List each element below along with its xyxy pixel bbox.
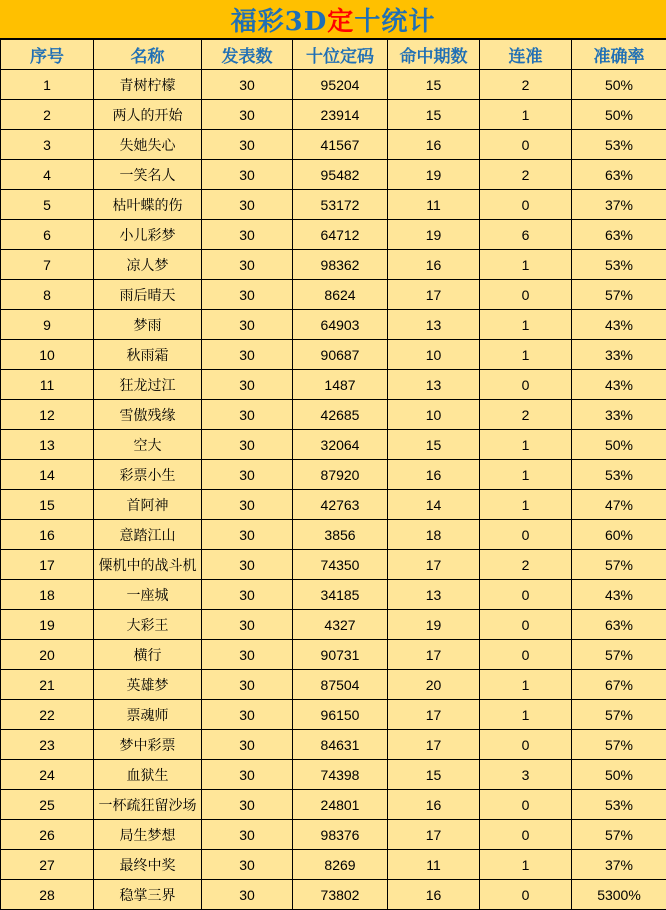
- cell-streak: 0: [480, 130, 572, 160]
- cell-streak: 1: [480, 670, 572, 700]
- cell-tens-code: 53172: [293, 190, 388, 220]
- cell-accuracy: 37%: [572, 850, 666, 880]
- table-row: [1, 190, 666, 220]
- cell-post-count: 30: [202, 100, 293, 130]
- cell-tens-code: 90731: [293, 640, 388, 670]
- cell-tens-code: 8624: [293, 280, 388, 310]
- cell-post-count: 30: [202, 430, 293, 460]
- title-text-lottery: 福彩3D: [231, 1, 328, 38]
- cell-accuracy: 50%: [572, 760, 666, 790]
- cell-tens-code: 4327: [293, 610, 388, 640]
- cell-name: 一笑名人: [94, 160, 202, 190]
- cell-streak: 1: [480, 460, 572, 490]
- cell-hit-count: 10: [388, 400, 480, 430]
- cell-hit-count: 11: [388, 190, 480, 220]
- cell-streak: 0: [480, 190, 572, 220]
- cell-index: 25: [1, 790, 94, 820]
- cell-post-count: 30: [202, 850, 293, 880]
- cell-streak: 0: [480, 280, 572, 310]
- cell-accuracy: 57%: [572, 820, 666, 850]
- cell-index: 8: [1, 280, 94, 310]
- cell-hit-count: 16: [388, 880, 480, 910]
- table-row: [1, 310, 666, 340]
- cell-name: 空大: [94, 430, 202, 460]
- cell-accuracy: 57%: [572, 730, 666, 760]
- cell-hit-count: 17: [388, 820, 480, 850]
- cell-name: 横行: [94, 640, 202, 670]
- cell-name: 凉人梦: [94, 250, 202, 280]
- cell-name: 意踏江山: [94, 520, 202, 550]
- cell-accuracy: 43%: [572, 370, 666, 400]
- cell-post-count: 30: [202, 340, 293, 370]
- cell-accuracy: 50%: [572, 70, 666, 100]
- cell-accuracy: 53%: [572, 130, 666, 160]
- cell-post-count: 30: [202, 130, 293, 160]
- cell-tens-code: 24801: [293, 790, 388, 820]
- table-row: [1, 400, 666, 430]
- cell-tens-code: 73802: [293, 880, 388, 910]
- cell-hit-count: 13: [388, 370, 480, 400]
- cell-name: 英雄梦: [94, 670, 202, 700]
- cell-index: 23: [1, 730, 94, 760]
- cell-index: 26: [1, 820, 94, 850]
- cell-tens-code: 95482: [293, 160, 388, 190]
- cell-post-count: 30: [202, 190, 293, 220]
- cell-streak: 2: [480, 70, 572, 100]
- cell-streak: 6: [480, 220, 572, 250]
- cell-post-count: 30: [202, 70, 293, 100]
- cell-index: 2: [1, 100, 94, 130]
- table-row: [1, 430, 666, 460]
- cell-hit-count: 17: [388, 640, 480, 670]
- cell-post-count: 30: [202, 640, 293, 670]
- cell-post-count: 30: [202, 160, 293, 190]
- cell-index: 1: [1, 70, 94, 100]
- table-body: [1, 70, 666, 910]
- table-row: [1, 730, 666, 760]
- cell-index: 14: [1, 460, 94, 490]
- cell-post-count: 30: [202, 460, 293, 490]
- cell-index: 4: [1, 160, 94, 190]
- cell-tens-code: 74398: [293, 760, 388, 790]
- cell-accuracy: 50%: [572, 430, 666, 460]
- table-row: [1, 610, 666, 640]
- cell-index: 12: [1, 400, 94, 430]
- cell-name: 血狱生: [94, 760, 202, 790]
- cell-post-count: 30: [202, 790, 293, 820]
- cell-name: 梦中彩票: [94, 730, 202, 760]
- header-hit-count: 命中期数: [388, 40, 480, 70]
- cell-tens-code: 90687: [293, 340, 388, 370]
- cell-accuracy: 43%: [572, 310, 666, 340]
- cell-streak: 2: [480, 160, 572, 190]
- cell-tens-code: 96150: [293, 700, 388, 730]
- cell-streak: 2: [480, 400, 572, 430]
- cell-index: 3: [1, 130, 94, 160]
- table-row: [1, 490, 666, 520]
- cell-post-count: 30: [202, 520, 293, 550]
- cell-index: 13: [1, 430, 94, 460]
- cell-index: 16: [1, 520, 94, 550]
- cell-index: 21: [1, 670, 94, 700]
- cell-post-count: 30: [202, 730, 293, 760]
- cell-hit-count: 16: [388, 460, 480, 490]
- table-row: [1, 520, 666, 550]
- cell-accuracy: 57%: [572, 700, 666, 730]
- cell-name: 稳掌三界: [94, 880, 202, 910]
- cell-streak: 0: [480, 640, 572, 670]
- cell-streak: 1: [480, 310, 572, 340]
- cell-accuracy: 67%: [572, 670, 666, 700]
- table-row: [1, 700, 666, 730]
- cell-name: 失她失心: [94, 130, 202, 160]
- cell-post-count: 30: [202, 250, 293, 280]
- cell-index: 6: [1, 220, 94, 250]
- cell-accuracy: 57%: [572, 640, 666, 670]
- cell-name: 青树柠檬: [94, 70, 202, 100]
- table-row: [1, 850, 666, 880]
- cell-hit-count: 17: [388, 550, 480, 580]
- cell-hit-count: 16: [388, 130, 480, 160]
- cell-streak: 1: [480, 490, 572, 520]
- cell-name: 秋雨霜: [94, 340, 202, 370]
- cell-index: 5: [1, 190, 94, 220]
- cell-hit-count: 19: [388, 160, 480, 190]
- cell-streak: 0: [480, 370, 572, 400]
- cell-hit-count: 13: [388, 310, 480, 340]
- cell-post-count: 30: [202, 880, 293, 910]
- cell-accuracy: 63%: [572, 610, 666, 640]
- table-row: [1, 460, 666, 490]
- cell-hit-count: 19: [388, 220, 480, 250]
- table-row: [1, 130, 666, 160]
- cell-tens-code: 23914: [293, 100, 388, 130]
- cell-name: 傈机中的战斗机: [94, 550, 202, 580]
- cell-index: 10: [1, 340, 94, 370]
- cell-hit-count: 14: [388, 490, 480, 520]
- table-row: [1, 790, 666, 820]
- title-text-fix: 定: [327, 1, 354, 38]
- cell-post-count: 30: [202, 280, 293, 310]
- cell-post-count: 30: [202, 400, 293, 430]
- cell-name: 局生梦想: [94, 820, 202, 850]
- cell-tens-code: 98376: [293, 820, 388, 850]
- cell-name: 雨后晴天: [94, 280, 202, 310]
- header-streak: 连准: [480, 40, 572, 70]
- table-row: [1, 370, 666, 400]
- cell-name: 票魂师: [94, 700, 202, 730]
- cell-streak: 0: [480, 880, 572, 910]
- table-row: [1, 160, 666, 190]
- cell-post-count: 30: [202, 370, 293, 400]
- cell-hit-count: 15: [388, 100, 480, 130]
- cell-post-count: 30: [202, 670, 293, 700]
- cell-hit-count: 19: [388, 610, 480, 640]
- table-row: [1, 70, 666, 100]
- cell-accuracy: 47%: [572, 490, 666, 520]
- cell-tens-code: 95204: [293, 70, 388, 100]
- cell-hit-count: 16: [388, 250, 480, 280]
- cell-index: 22: [1, 700, 94, 730]
- cell-streak: 0: [480, 580, 572, 610]
- cell-hit-count: 17: [388, 730, 480, 760]
- cell-streak: 1: [480, 100, 572, 130]
- cell-accuracy: 60%: [572, 520, 666, 550]
- stats-table: [0, 39, 666, 910]
- cell-name: 大彩王: [94, 610, 202, 640]
- cell-tens-code: 34185: [293, 580, 388, 610]
- cell-index: 20: [1, 640, 94, 670]
- table-row: [1, 220, 666, 250]
- cell-streak: 1: [480, 340, 572, 370]
- cell-post-count: 30: [202, 610, 293, 640]
- cell-hit-count: 11: [388, 850, 480, 880]
- header-post-count: 发表数: [202, 40, 293, 70]
- cell-index: 27: [1, 850, 94, 880]
- cell-tens-code: 74350: [293, 550, 388, 580]
- cell-hit-count: 10: [388, 340, 480, 370]
- table-row: [1, 670, 666, 700]
- cell-post-count: 30: [202, 490, 293, 520]
- table-row: [1, 760, 666, 790]
- table-row: [1, 580, 666, 610]
- cell-accuracy: 37%: [572, 190, 666, 220]
- header-tens-code: 十位定码: [293, 40, 388, 70]
- cell-tens-code: 32064: [293, 430, 388, 460]
- cell-hit-count: 18: [388, 520, 480, 550]
- cell-hit-count: 15: [388, 760, 480, 790]
- cell-name: 两人的开始: [94, 100, 202, 130]
- cell-hit-count: 13: [388, 580, 480, 610]
- cell-index: 18: [1, 580, 94, 610]
- cell-accuracy: 57%: [572, 280, 666, 310]
- cell-accuracy: 57%: [572, 550, 666, 580]
- cell-streak: 0: [480, 790, 572, 820]
- cell-index: 15: [1, 490, 94, 520]
- cell-tens-code: 64903: [293, 310, 388, 340]
- cell-hit-count: 20: [388, 670, 480, 700]
- cell-index: 28: [1, 880, 94, 910]
- cell-index: 9: [1, 310, 94, 340]
- table-row: [1, 340, 666, 370]
- cell-index: 24: [1, 760, 94, 790]
- title-text-tens-stats: 十统计: [354, 1, 435, 38]
- header-accuracy: 准确率: [572, 40, 666, 70]
- cell-accuracy: 33%: [572, 400, 666, 430]
- cell-accuracy: 53%: [572, 790, 666, 820]
- cell-post-count: 30: [202, 700, 293, 730]
- cell-streak: 1: [480, 250, 572, 280]
- cell-streak: 2: [480, 550, 572, 580]
- cell-accuracy: 50%: [572, 100, 666, 130]
- cell-tens-code: 64712: [293, 220, 388, 250]
- table-header-row: [1, 40, 666, 70]
- table-row: [1, 280, 666, 310]
- cell-index: 7: [1, 250, 94, 280]
- table-row: [1, 880, 666, 910]
- cell-tens-code: 87504: [293, 670, 388, 700]
- cell-name: 小儿彩梦: [94, 220, 202, 250]
- cell-post-count: 30: [202, 550, 293, 580]
- cell-streak: 0: [480, 520, 572, 550]
- header-index: 序号: [1, 40, 94, 70]
- cell-hit-count: 17: [388, 700, 480, 730]
- cell-accuracy: 63%: [572, 160, 666, 190]
- cell-tens-code: 42685: [293, 400, 388, 430]
- cell-accuracy: 63%: [572, 220, 666, 250]
- cell-name: 一杯疏狂留沙场: [94, 790, 202, 820]
- cell-streak: 0: [480, 610, 572, 640]
- cell-name: 狂龙过江: [94, 370, 202, 400]
- cell-tens-code: 3856: [293, 520, 388, 550]
- cell-tens-code: 84631: [293, 730, 388, 760]
- table-row: [1, 640, 666, 670]
- cell-tens-code: 8269: [293, 850, 388, 880]
- cell-name: 首阿神: [94, 490, 202, 520]
- cell-accuracy: 43%: [572, 580, 666, 610]
- cell-tens-code: 98362: [293, 250, 388, 280]
- cell-post-count: 30: [202, 580, 293, 610]
- cell-post-count: 30: [202, 220, 293, 250]
- cell-index: 17: [1, 550, 94, 580]
- cell-streak: 1: [480, 700, 572, 730]
- cell-index: 19: [1, 610, 94, 640]
- cell-name: 彩票小生: [94, 460, 202, 490]
- cell-tens-code: 41567: [293, 130, 388, 160]
- cell-streak: 1: [480, 850, 572, 880]
- cell-tens-code: 42763: [293, 490, 388, 520]
- cell-post-count: 30: [202, 760, 293, 790]
- cell-hit-count: 15: [388, 430, 480, 460]
- cell-post-count: 30: [202, 310, 293, 340]
- table-row: [1, 250, 666, 280]
- cell-name: 最终中奖: [94, 850, 202, 880]
- cell-tens-code: 87920: [293, 460, 388, 490]
- table-row: [1, 100, 666, 130]
- cell-streak: 0: [480, 820, 572, 850]
- cell-accuracy: 5300%: [572, 880, 666, 910]
- cell-name: 雪傲残缘: [94, 400, 202, 430]
- cell-streak: 3: [480, 760, 572, 790]
- cell-hit-count: 17: [388, 280, 480, 310]
- cell-streak: 1: [480, 430, 572, 460]
- cell-streak: 0: [480, 730, 572, 760]
- cell-accuracy: 33%: [572, 340, 666, 370]
- cell-name: 梦雨: [94, 310, 202, 340]
- cell-name: 一座城: [94, 580, 202, 610]
- cell-index: 11: [1, 370, 94, 400]
- page-title: [0, 0, 666, 39]
- table-row: [1, 820, 666, 850]
- cell-accuracy: 53%: [572, 460, 666, 490]
- cell-tens-code: 1487: [293, 370, 388, 400]
- table-row: [1, 550, 666, 580]
- cell-hit-count: 15: [388, 70, 480, 100]
- cell-accuracy: 53%: [572, 250, 666, 280]
- cell-hit-count: 16: [388, 790, 480, 820]
- header-name: 名称: [94, 40, 202, 70]
- cell-name: 枯叶蝶的伤: [94, 190, 202, 220]
- cell-post-count: 30: [202, 820, 293, 850]
